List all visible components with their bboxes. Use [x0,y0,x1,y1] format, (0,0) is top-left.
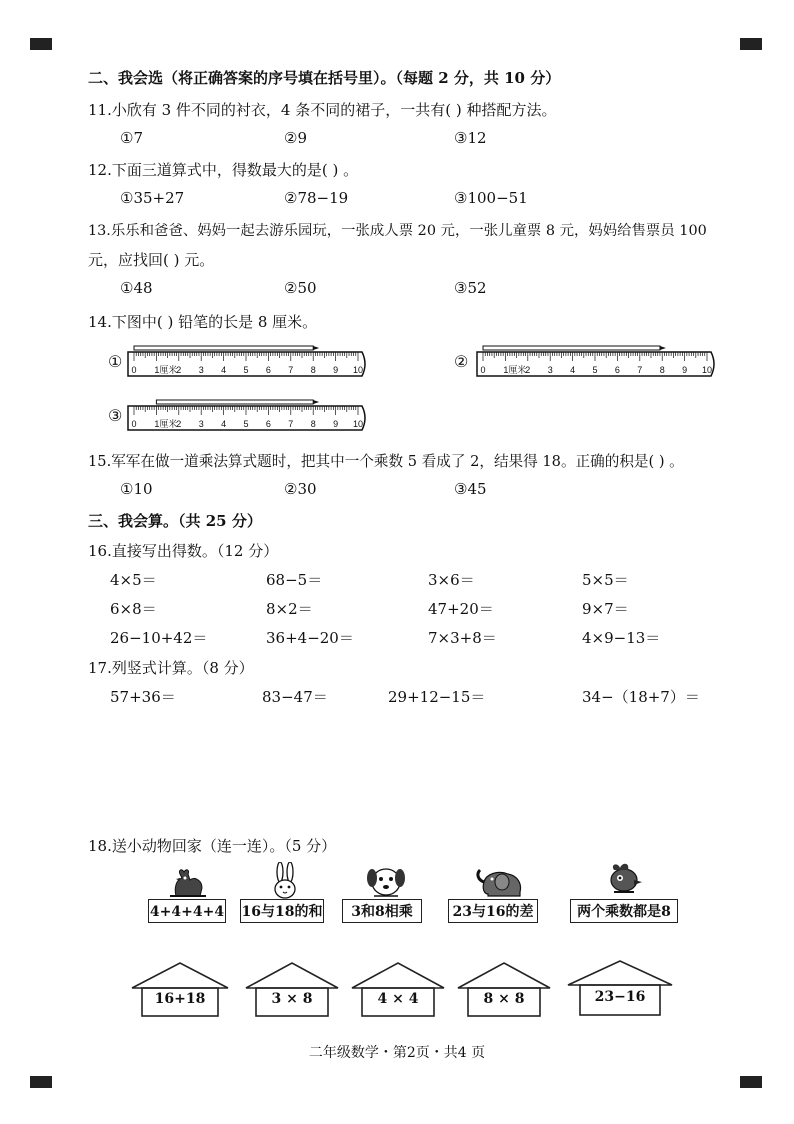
rabbit-icon [268,862,302,900]
q11-stem: 11.小欣有 3 件不同的衬衣，4 条不同的裙子，一共有( ) 种搭配方法。 [88,101,557,119]
ruler-tick-label: 7 [288,365,294,375]
ruler-tick-label: 1厘米 [503,365,527,375]
house-1-label: 16+18 [154,991,206,1007]
q17-item-4: 34−（18+7）＝ [582,688,700,706]
house-5 [568,961,672,1015]
house-4-label: 8 × 8 [483,991,525,1007]
ruler-tick-label: 8 [310,419,316,429]
q17-stem: 17.列竖式计算。（8 分） [88,659,254,677]
q15-option-2: ②30 [284,480,317,498]
ruler-3-label: ③ [108,406,123,425]
q15-option-3: ③45 [454,480,487,498]
page-footer: 二年级数学・第2页・共4 页 [308,1045,486,1061]
q16-r1-c1: 4×5＝ [110,571,157,589]
ruler-tick-label: 10 [352,419,364,429]
q13-stem-line2: 元，应找回( ) 元。 [88,251,215,269]
ruler-tick-label: 6 [265,419,271,429]
registration-mark-top-left [30,38,52,50]
q13-option-2: ②50 [284,279,317,297]
ruler-tick-label: 7 [288,419,294,429]
ruler-tick-label: 9 [333,365,339,375]
section-2-title: 二、我会选（将正确答案的序号填在括号里）。（每题 2 分，共 10 分） [88,69,561,87]
q14-stem: 14.下图中( ) 铅笔的长是 8 厘米。 [88,313,318,331]
q13-option-1: ①48 [120,279,153,297]
ruler-tick-label: 2 [176,365,182,375]
ruler-tick-label: 2 [525,365,531,375]
ruler-tick-label: 0 [131,419,137,429]
houses-drawing [0,955,794,1025]
house-2-label: 3 × 8 [271,991,313,1007]
q13-option-3: ③52 [454,279,487,297]
house-3 [352,963,444,1016]
q16-r3-c2: 36+4−20＝ [266,629,354,647]
ruler-tick-label: 4 [221,419,227,429]
ruler-tick-label: 10 [352,365,364,375]
q11-option-1: ①7 [120,129,143,147]
q17-item-3: 29+12−15＝ [388,688,486,706]
q16-r2-c1: 6×8＝ [110,600,157,618]
ruler-tick-label: 0 [480,365,486,375]
q12-option-3: ③100−51 [454,189,528,207]
ruler-tick-label: 10 [701,365,713,375]
ruler-tick-label: 1厘米 [154,365,178,375]
ruler-tick-label: 1厘米 [154,419,178,429]
pencil-tip [313,400,319,404]
q16-r3-c1: 26−10+42＝ [110,629,208,647]
ruler-tick-label: 9 [682,365,688,375]
pencil [134,346,313,350]
bird-icon [604,860,644,900]
ruler-tick-label: 2 [176,419,182,429]
q16-r3-c3: 7×3+8＝ [428,629,497,647]
ruler-tick-label: 4 [570,365,576,375]
dog-icon [364,864,408,900]
ruler-tick-label: 6 [265,365,271,375]
q16-r2-c3: 47+20＝ [428,600,494,618]
q12-option-2: ②78−19 [284,189,349,207]
ruler-tick-label: 7 [637,365,643,375]
ruler-tick-label: 3 [198,419,204,429]
q16-r1-c2: 68−5＝ [266,571,323,589]
animal-box-4: 23与16的差 [448,899,538,923]
registration-mark-top-right [740,38,762,50]
animal-box-5: 两个乘数都是8 [570,899,678,923]
q17-item-1: 57+36＝ [110,688,176,706]
registration-mark-bottom-left [30,1076,52,1088]
animal-box-3: 3和8相乘 [342,899,422,923]
ruler-tick-label: 8 [310,365,316,375]
ruler-tick-label: 5 [243,419,249,429]
ruler-tick-label: 8 [659,365,665,375]
ruler-2 [475,340,719,382]
q16-r3-c4: 4×9−13＝ [582,629,661,647]
q11-option-2: ②9 [284,129,307,147]
rooster-icon [168,866,208,900]
ruler-tick-label: 3 [198,365,204,375]
ruler-1 [126,340,370,382]
pencil [483,346,660,350]
registration-mark-bottom-right [740,1076,762,1088]
animal-box-2: 16与18的和 [240,899,324,923]
q15-option-1: ①10 [120,480,153,498]
ruler-tick-label: 9 [333,419,339,429]
q18-stem: 18.送小动物回家（连一连）。（5 分） [88,837,337,855]
q15-stem: 15.军军在做一道乘法算式题时，把其中一个乘数 5 看成了 2，结果得 18。正确的积是( ) 。 [88,453,684,470]
q11-option-3: ③12 [454,129,487,147]
house-1 [132,963,228,1016]
q13-stem-line1: 13.乐乐和爸爸、妈妈一起去游乐园玩，一张成人票 20 元，一张儿童票 8 元，妈妈给售票员 100 [88,223,707,239]
q16-r1-c3: 3×6＝ [428,571,475,589]
q16-r1-c4: 5×5＝ [582,571,629,589]
house-5-label: 23−16 [594,989,646,1005]
ruler-3 [126,394,370,436]
ruler-tick-label: 3 [547,365,553,375]
house-2 [246,963,338,1016]
pencil-tip [660,346,666,350]
ruler-tick-label: 0 [131,365,137,375]
ruler-tick-label: 5 [592,365,598,375]
q12-stem: 12.下面三道算式中，得数最大的是( ) 。 [88,161,359,179]
house-3-label: 4 × 4 [377,991,419,1007]
animal-box-1: 4+4+4+4 [148,899,226,923]
ruler-tick-label: 4 [221,365,227,375]
section-3-title: 三、我会算。（共 25 分） [88,512,262,530]
ruler-2-label: ② [454,352,469,371]
ruler-tick-label: 6 [614,365,620,375]
q16-r2-c2: 8×2＝ [266,600,313,618]
q16-r2-c4: 9×7＝ [582,600,629,618]
q12-option-1: ①35+27 [120,189,185,207]
pencil [156,400,313,404]
q17-item-2: 83−47＝ [262,688,328,706]
house-4 [458,963,550,1016]
ruler-tick-label: 5 [243,365,249,375]
elephant-icon [474,866,526,900]
q16-stem: 16.直接写出得数。（12 分） [88,542,279,560]
pencil-tip [313,346,319,350]
ruler-1-label: ① [108,352,123,371]
